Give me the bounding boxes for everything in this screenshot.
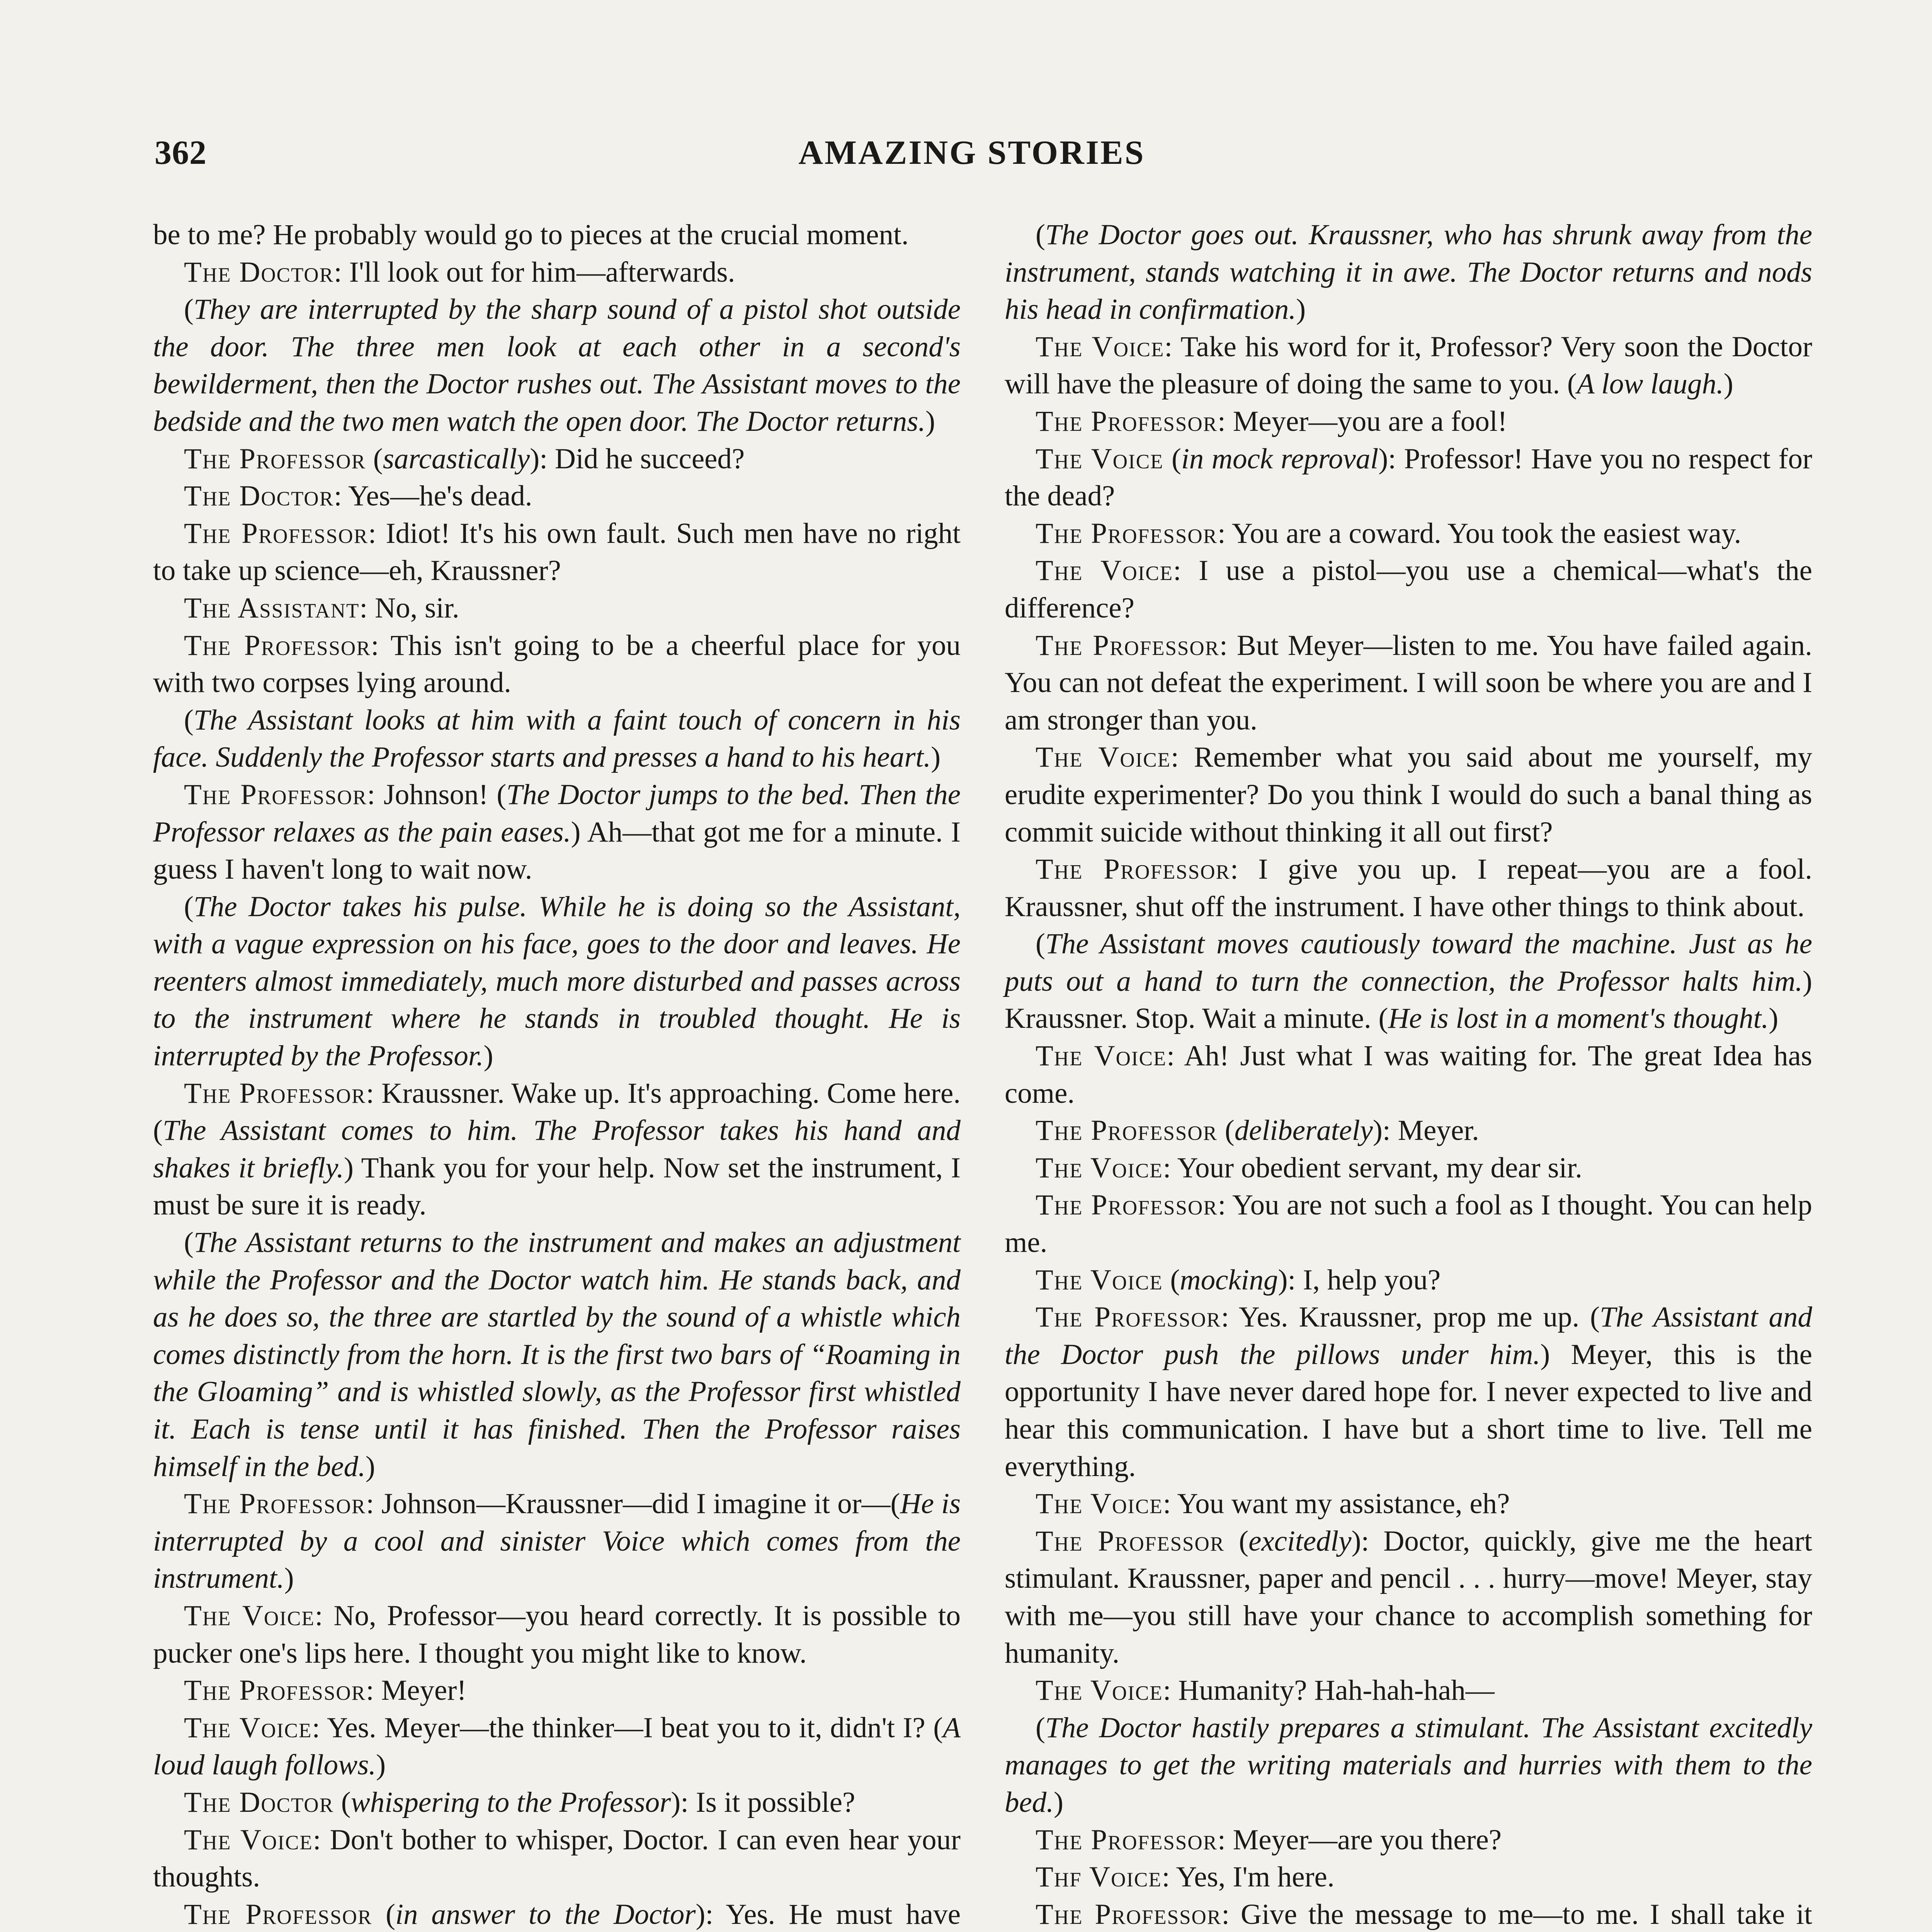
dialogue-text: : You are not such a fool as I thought. You can help me. bbox=[1005, 1189, 1812, 1259]
speaker-name: The Voice bbox=[1036, 741, 1171, 774]
dialogue-text: ) Ah—that got me for a minute. I guess I haven't long to wait now. bbox=[153, 816, 961, 886]
stage-direction: He is interrupted by a cool and sinister Voice which comes from the instrument. bbox=[153, 1488, 961, 1595]
dialogue-text: ) Thank you for your help. Now set the instrument, I must be sure it is ready. bbox=[153, 1151, 961, 1221]
stage-direction: They are interrupted by the sharp sound of a pistol shot outside the door. The three men look at each other in a second's bewilderment, then the Doctor rushes out. The Assistant moves to the bedside and the two men watch the open door. The Doctor returns. bbox=[153, 293, 961, 437]
dialogue-text: : Kraussner. Wake up. It's approaching. Come here. ( bbox=[153, 1077, 961, 1147]
paragraph bbox=[153, 515, 961, 590]
paragraph bbox=[153, 1896, 961, 1932]
paragraph bbox=[1005, 1821, 1812, 1859]
paragraph bbox=[1005, 1485, 1812, 1523]
dialogue-text: : Yes, I'm here. bbox=[1162, 1861, 1335, 1893]
paragraph bbox=[153, 776, 961, 888]
dialogue-text: ) bbox=[1054, 1786, 1064, 1818]
running-header bbox=[155, 133, 1789, 184]
dialogue-text: ( bbox=[1217, 1114, 1235, 1147]
dialogue-text: ): Yes. He must have bbox=[696, 1898, 961, 1930]
speaker-name: The Professor bbox=[184, 629, 371, 662]
paragraph bbox=[153, 1075, 961, 1224]
paragraph bbox=[153, 1597, 961, 1672]
speaker-name: The Voice bbox=[1036, 1488, 1163, 1520]
paragraph bbox=[153, 440, 961, 478]
speaker-name: The Professor bbox=[1036, 517, 1218, 549]
dialogue-text: : No, sir. bbox=[359, 592, 459, 624]
stage-direction: excitedly bbox=[1248, 1525, 1352, 1557]
dialogue-text: ) bbox=[376, 1749, 386, 1781]
dialogue-text: ( bbox=[184, 293, 194, 326]
speaker-name: The Voice bbox=[184, 1823, 313, 1856]
dialogue-text: : This isn't going to be a cheerful place for you with two corpses lying around. bbox=[153, 629, 961, 699]
dialogue-text: ( bbox=[1036, 928, 1045, 960]
dialogue-text: ): Doctor, quickly, give me the heart stimulant. Kraussner, paper and pencil . . . hurry—move! Meyer, stay with me—you still have your chance to accomplish something for humanity. bbox=[1005, 1525, 1812, 1669]
paragraph bbox=[1005, 1896, 1812, 1932]
dialogue-text: ( bbox=[184, 704, 194, 736]
stage-direction: He is lost in a moment's thought. bbox=[1388, 1002, 1769, 1035]
paragraph bbox=[1005, 552, 1812, 627]
paragraph bbox=[153, 1224, 961, 1485]
stage-direction: The Assistant comes to him. The Professor takes his hand and shakes it briefly. bbox=[153, 1114, 961, 1184]
speaker-name: The Professor bbox=[1036, 1525, 1225, 1557]
text-column-right bbox=[1005, 216, 1812, 1932]
paragraph bbox=[153, 702, 961, 776]
dialogue-text: ): Did he succeed? bbox=[530, 442, 745, 475]
paragraph bbox=[153, 627, 961, 702]
dialogue-text: ( bbox=[1036, 219, 1045, 251]
speaker-name: The Doctor bbox=[184, 1786, 334, 1818]
dialogue-text: ) bbox=[483, 1040, 493, 1072]
dialogue-text: : I give you up. I repeat—you are a fool. Kraussner, shut off the instrument. I have other things to think about. bbox=[1005, 853, 1813, 923]
dialogue-text: : Don't bother to whisper, Doctor. I can even hear your thoughts. bbox=[153, 1823, 961, 1893]
stage-direction: The Doctor jumps to the bed. Then the Professor relaxes as the pain eases. bbox=[153, 778, 961, 848]
speaker-name: The Doctor bbox=[184, 480, 334, 512]
dialogue-text: ) Kraussner. Stop. Wait a minute. ( bbox=[1005, 965, 1812, 1035]
stage-direction: The Assistant returns to the instrument and makes an adjustment while the Professor and the Doctor watch him. He stands back, and as he does so, the three are startled by the sound of a whistle which comes distinctly from the horn. It is the first two bars of “Roaming in the Gloaming” and is whistled slowly, as the Professor first whistled it. Each is tense until it has finished. Then the Professor raises himself in the bed. bbox=[153, 1226, 961, 1483]
speaker-name: The Professor bbox=[184, 1488, 366, 1520]
speaker-name: The Voice bbox=[184, 1599, 315, 1632]
dialogue-text: ): I, help you? bbox=[1278, 1264, 1441, 1296]
dialogue-text: ): Professor! Have you no respect for the dead? bbox=[1005, 442, 1812, 512]
speaker-name: The Assistant bbox=[184, 592, 360, 624]
speaker-name: The Professor bbox=[1036, 405, 1218, 437]
speaker-name: The Voice bbox=[1036, 1040, 1167, 1072]
paragraph bbox=[1005, 403, 1812, 440]
paragraph bbox=[1005, 1709, 1812, 1821]
dialogue-text: ( bbox=[184, 1226, 194, 1259]
speaker-name: The Professor bbox=[184, 1674, 366, 1707]
dialogue-text: : Johnson—Kraussner—did I imagine it or—( bbox=[366, 1488, 900, 1520]
dialogue-text: : I use a pistol—you use a chemical—what's the difference? bbox=[1005, 554, 1813, 624]
page-number: 362 bbox=[155, 134, 207, 172]
stage-direction: The Assistant moves cautiously toward the machine. Just as he puts out a hand to turn the connection, the Professor halts him. bbox=[1005, 928, 1812, 997]
stage-direction: in answer to the Doctor bbox=[395, 1898, 696, 1930]
dialogue-text: : Give the message to me—to me. I shall take it bbox=[1221, 1898, 1812, 1930]
speaker-name: The Voice bbox=[1036, 1674, 1163, 1707]
dialogue-text: ) bbox=[284, 1562, 294, 1595]
dialogue-text: : You are a coward. You took the easiest way. bbox=[1217, 517, 1742, 549]
speaker-name: The Professor bbox=[1036, 853, 1230, 886]
dialogue-text: ) bbox=[1723, 368, 1733, 400]
dialogue-text: : Remember what you said about me yourself, my erudite experimenter? Do you think I would do such a banal thing as commit suicide without thinking it all out first? bbox=[1005, 741, 1812, 848]
paragraph bbox=[1005, 1150, 1812, 1187]
speaker-name: The Professor bbox=[1036, 1823, 1218, 1856]
paragraph bbox=[1005, 1112, 1812, 1150]
speaker-name: The Voice bbox=[1036, 1151, 1163, 1184]
dialogue-text: : Meyer! bbox=[366, 1674, 467, 1707]
speaker-name: The Professor bbox=[1036, 1114, 1218, 1147]
dialogue-text: ( bbox=[1163, 442, 1181, 475]
paragraph bbox=[1005, 1299, 1812, 1485]
dialogue-text: : Yes—he's dead. bbox=[334, 480, 532, 512]
speaker-name: The Professor bbox=[184, 778, 367, 811]
dialogue-text: : Meyer—you are a fool! bbox=[1217, 405, 1507, 437]
dialogue-text: : Yes. Meyer—the thinker—I beat you to it, didn't I? ( bbox=[312, 1711, 943, 1744]
stage-direction: mocking bbox=[1180, 1264, 1278, 1296]
dialogue-text: ( bbox=[1225, 1525, 1249, 1557]
paragraph bbox=[153, 1709, 961, 1784]
dialogue-text: ) bbox=[1769, 1002, 1779, 1035]
dialogue-text: ): Meyer. bbox=[1372, 1114, 1479, 1147]
dialogue-text: ) bbox=[365, 1450, 375, 1483]
speaker-name: The Professor bbox=[1036, 1301, 1221, 1333]
dialogue-text: : Meyer—are you there? bbox=[1217, 1823, 1502, 1856]
speaker-name: The Professor bbox=[184, 517, 368, 549]
stage-direction: The Doctor takes his pulse. While he is doing so the Assistant, with a vague expression on his face, goes to the door and leaves. He reenters almost immediately, much more disturbed and passes across to the instrument where he stands in troubled thought. He is interrupted by the Professor. bbox=[153, 890, 961, 1072]
paragraph bbox=[153, 1784, 961, 1821]
magazine-title: AMAZING STORIES bbox=[798, 134, 1145, 172]
dialogue-text: ) bbox=[931, 741, 941, 774]
speaker-name: The Doctor bbox=[184, 256, 334, 288]
dialogue-text: : Johnson! ( bbox=[367, 778, 507, 811]
dialogue-text: : I'll look out for him—afterwards. bbox=[334, 256, 735, 288]
paragraph bbox=[153, 254, 961, 291]
dialogue-text: ) Meyer, this is the opportunity I have never dared hope for. I never expected to live and hear this communication. I have but a short time to live. Tell me everything. bbox=[1005, 1338, 1812, 1483]
paragraph bbox=[1005, 1262, 1812, 1299]
speaker-name: The Professor bbox=[184, 1898, 372, 1930]
paragraph bbox=[1005, 925, 1812, 1037]
dialogue-text: : Take his word for it, Professor? Very soon the Doctor will have the pleasure of doing the same to you. ( bbox=[1005, 330, 1812, 400]
speaker-name: Thf Voice bbox=[1036, 1861, 1162, 1893]
paragraph bbox=[1005, 627, 1812, 739]
dialogue-text: : No, Professor—you heard correctly. It is possible to pucker one's lips here. I thought you might like to know. bbox=[153, 1599, 961, 1669]
speaker-name: The Voice bbox=[1036, 330, 1165, 363]
dialogue-text: ( bbox=[334, 1786, 351, 1818]
paragraph bbox=[153, 478, 961, 515]
dialogue-text: : Ah! Just what I was waiting for. The great Idea has come. bbox=[1005, 1040, 1812, 1109]
speaker-name: The Professor bbox=[1036, 629, 1220, 662]
paragraph bbox=[1005, 1672, 1812, 1709]
paragraph bbox=[1005, 328, 1812, 403]
speaker-name: The Voice bbox=[184, 1711, 312, 1744]
dialogue-text: be to me? He probably would go to pieces at the crucial moment. bbox=[153, 219, 909, 251]
dialogue-text: ( bbox=[366, 442, 383, 475]
paragraph bbox=[1005, 851, 1812, 925]
dialogue-text: ): Is it possible? bbox=[671, 1786, 855, 1818]
speaker-name: The Voice bbox=[1036, 1264, 1163, 1296]
dialogue-text: : You want my assistance, eh? bbox=[1163, 1488, 1510, 1520]
speaker-name: The Professor bbox=[184, 1077, 366, 1109]
dialogue-text: ( bbox=[184, 890, 194, 923]
stage-direction: deliberately bbox=[1234, 1114, 1373, 1147]
paragraph bbox=[1005, 1859, 1812, 1896]
paragraph bbox=[1005, 739, 1812, 851]
speaker-name: The Professor bbox=[184, 442, 366, 475]
stage-direction: sarcastically bbox=[383, 442, 530, 475]
paragraph bbox=[153, 291, 961, 440]
paragraph bbox=[1005, 1187, 1812, 1261]
dialogue-text: ( bbox=[1163, 1264, 1180, 1296]
dialogue-text: : Idiot! It's his own fault. Such men have no right to take up science—eh, Kraussner? bbox=[153, 517, 961, 587]
speaker-name: The Professor bbox=[1036, 1189, 1218, 1221]
speaker-name: The Voice bbox=[1036, 442, 1164, 475]
paragraph bbox=[153, 590, 961, 627]
dialogue-text: : Yes. Kraussner, prop me up. ( bbox=[1221, 1301, 1600, 1333]
paragraph bbox=[1005, 216, 1812, 328]
speaker-name: The Professor bbox=[1036, 1898, 1222, 1930]
dialogue-text: ( bbox=[1036, 1711, 1045, 1744]
dialogue-text: ) bbox=[925, 405, 935, 437]
dialogue-text: ( bbox=[372, 1898, 396, 1930]
paragraph bbox=[153, 1485, 961, 1597]
stage-direction: The Doctor hastily prepares a stimulant. The Assistant excitedly manages to get the writing materials and hurries with them to the bed. bbox=[1005, 1711, 1812, 1818]
paragraph bbox=[1005, 1037, 1812, 1112]
stage-direction: in mock reproval bbox=[1181, 442, 1379, 475]
paragraph bbox=[1005, 440, 1812, 515]
paragraph bbox=[1005, 515, 1812, 553]
stage-direction: whispering to the Professor bbox=[350, 1786, 671, 1818]
dialogue-text: : But Meyer—listen to me. You have failed again. You can not defeat the experiment. I will soon be where you are and I am stronger than you. bbox=[1005, 629, 1813, 736]
paragraph bbox=[153, 888, 961, 1075]
paragraph bbox=[153, 1672, 961, 1709]
stage-direction: The Assistant and the Doctor push the pillows under him. bbox=[1005, 1301, 1812, 1371]
stage-direction: The Doctor goes out. Kraussner, who has shrunk away from the instrument, stands watching it in awe. The Doctor returns and nods his head in confirmation. bbox=[1005, 219, 1812, 326]
stage-direction: A low laugh. bbox=[1577, 368, 1724, 400]
stage-direction: The Assistant looks at him with a faint touch of concern in his face. Suddenly the Professor starts and presses a hand to his heart. bbox=[153, 704, 961, 774]
dialogue-text: : Humanity? Hah-hah-hah— bbox=[1163, 1674, 1495, 1707]
paragraph bbox=[1005, 1523, 1812, 1672]
text-column-left bbox=[153, 216, 961, 1932]
stage-direction: A loud laugh follows. bbox=[153, 1711, 961, 1781]
dialogue-text: : Your obedient servant, my dear sir. bbox=[1163, 1151, 1582, 1184]
speaker-name: The Voice bbox=[1036, 554, 1173, 587]
paragraph bbox=[153, 1821, 961, 1896]
dialogue-text: ) bbox=[1296, 293, 1306, 326]
paragraph bbox=[153, 216, 961, 254]
